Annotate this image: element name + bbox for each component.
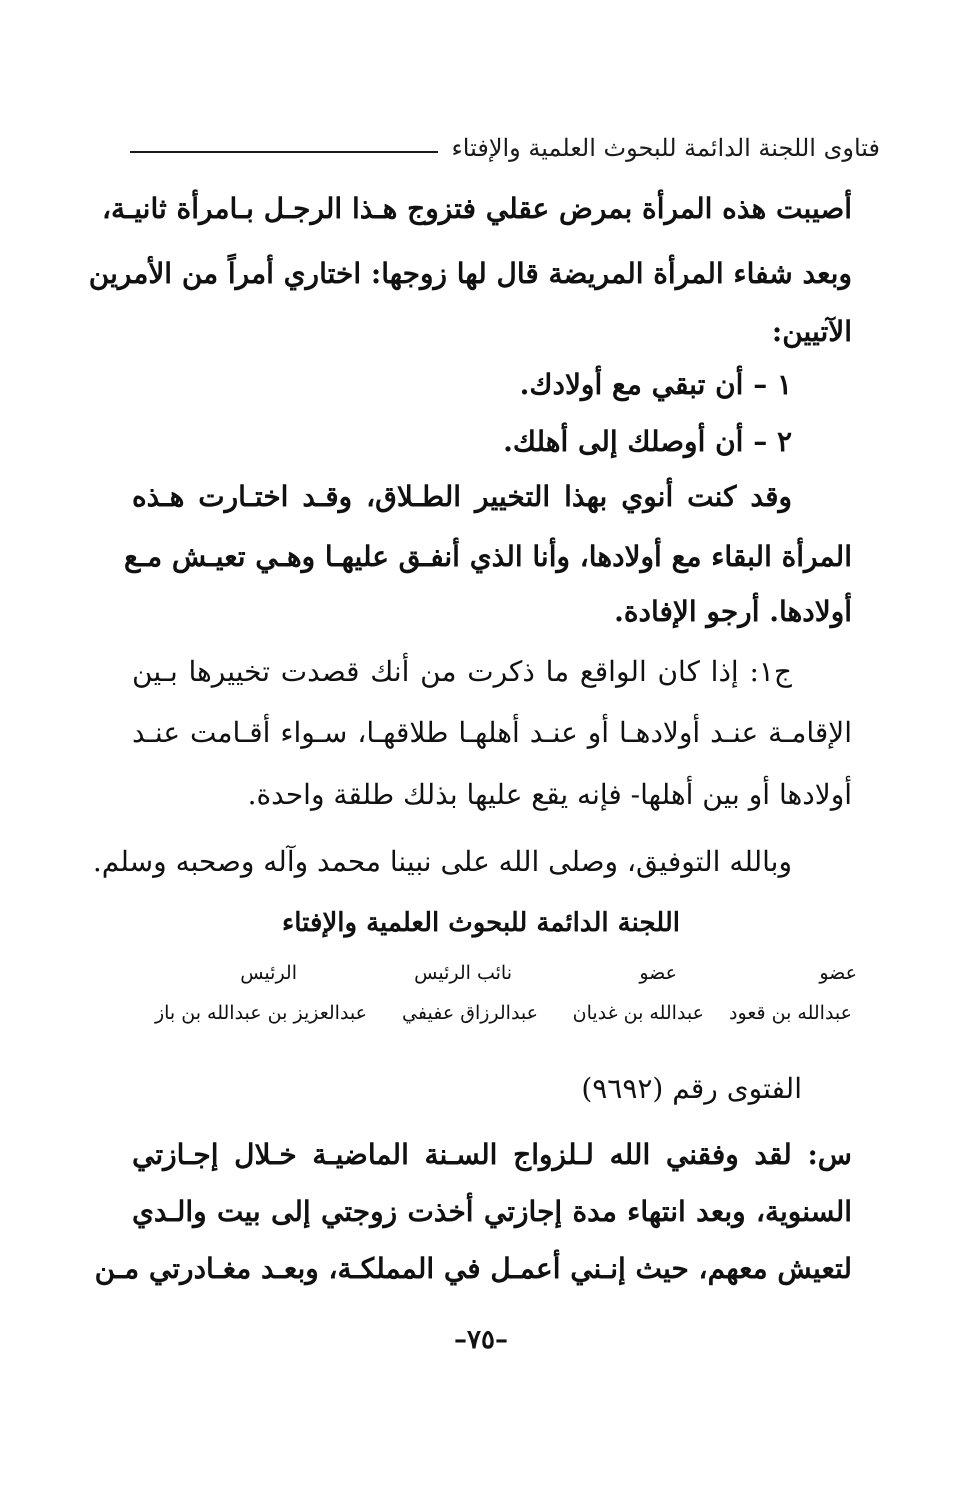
- page-number: –٧٥–: [454, 1325, 508, 1355]
- question-line-2: وبعد شفاء المرأة المريضة قال لها زوجها: اختاري أمراً من الأمرين: [88, 257, 852, 290]
- question-option-2: ٢ – أن أوصلك إلى أهلك.: [503, 425, 792, 458]
- member-1-name: عبدالله بن قعود: [729, 1002, 852, 1024]
- question-line-6: أولادها. أرجو الإفادة.: [614, 595, 852, 628]
- member-4-role: الرئيس: [240, 962, 297, 984]
- question-line-1: أصيبت هذه المرأة بمرض عقلي فتزوج هـذا الرجـل بـامرأة ثانيـة،: [101, 192, 852, 225]
- answer-closing: وبالله التوفيق، وصلى الله على نبينا محمد وآله وصحبه وسلم.: [92, 845, 792, 878]
- next-question-line-1: س: لقد وفقني الله لـلزواج السـنة الماضيـة خـلال إجـازتي: [132, 1138, 852, 1171]
- answer-line-3: أولادها أو بين أهلها- فإنه يقع عليها بذلك طلقة واحدة.: [247, 778, 852, 811]
- committee-title: اللجنة الدائمة للبحوث العلمية والإفتاء: [282, 908, 680, 938]
- member-3-name: عبدالرزاق عفيفي: [402, 1002, 538, 1024]
- member-3-role: نائب الرئيس: [414, 962, 512, 984]
- next-question-line-3: لتعيش معهم، حيث إنـني أعمـل في المملكـة، وبعـد مغـادرتي مـن: [94, 1252, 852, 1285]
- answer-line-2: الإقامـة عنـد أولادهـا أو عنـد أهلهـا طلاقهـا، سـواء أقـامت عنـد: [132, 716, 852, 749]
- question-option-1: ١ – أن تبقي مع أولادك.: [519, 368, 792, 401]
- running-title: فتاوى اللجنة الدائمة للبحوث العلمية والإفتاء: [451, 134, 880, 162]
- member-4-name: عبدالعزيز بن عبدالله بن باز: [154, 1002, 367, 1024]
- answer-line-1: ج١: إذا كان الواقع ما ذكرت من أنك قصدت تخييرها بـين: [132, 655, 792, 688]
- fatwa-number: الفتوى رقم (٩٦٩٢): [581, 1072, 802, 1105]
- next-question-line-2: السنوية، وبعد انتهاء مدة إجازتي أخذت زوجتي إلى بيت والـدي: [132, 1195, 853, 1228]
- question-line-3: الآتيين:: [771, 315, 852, 348]
- question-line-4-text: وقد كنت أنوي بهذا التخيير الطـلاق، وقـد اختـارت هـذه: [132, 480, 792, 513]
- next-question: [88, 0, 853, 1490]
- question-line-5: المرأة البقاء مع أولادها، وأنا الذي أنفـق عليهـا وهـي تعيـش مـع: [124, 540, 852, 573]
- member-2-name: عبدالله بن غديان: [572, 1002, 704, 1024]
- member-1-role: عضو: [819, 962, 857, 984]
- member-2-role: عضو: [639, 962, 677, 984]
